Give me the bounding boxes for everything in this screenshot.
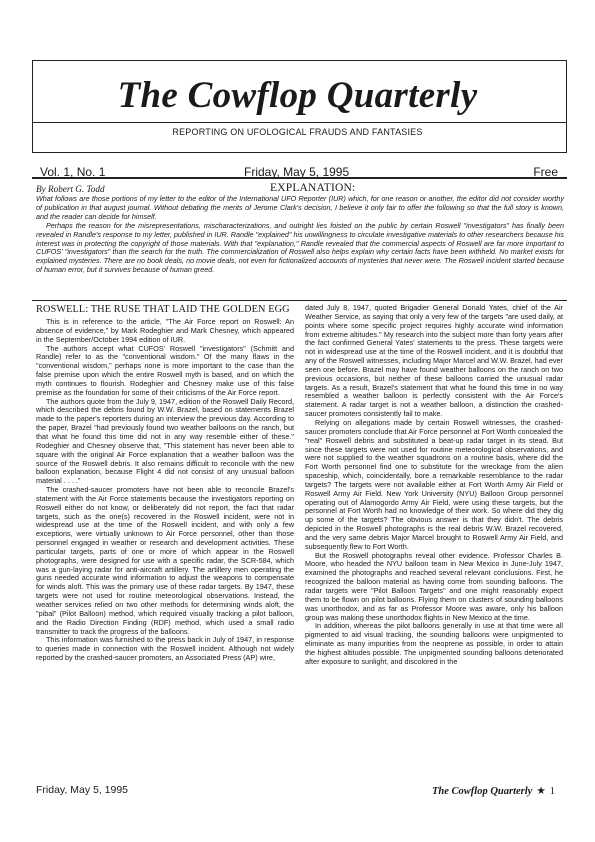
star-icon: ★: [536, 786, 546, 797]
page-number: 1: [549, 786, 555, 797]
article-paragraph: In addition, whereas the pilot balloons generally in use at that time were all pigmented to aid visual tracking, the sounding balloons were unpigmented to eliminate as many impurities from the neoprene as possible, in order to attain the highest altitudes possible. The unpigmented sounding balloons deteriorated after exposure to sunlight, and discolored in the: [305, 621, 563, 666]
footer-publication-name: The Cowflop Quarterly: [431, 786, 533, 797]
explanation-heading: EXPLANATION:: [270, 182, 356, 194]
explanation-text: [36, 195, 564, 275]
article-paragraph: dated July 8, 1947, quoted Brigadier General Donald Yates, chief of the Air Weather Service, as saying that only a very few of the targets "are used daily, at points where some specific project requires highly accurate wind information from extreme altitudes." My research into the subject more than forty years after the fact confirmed General Yates' statements to the press. These targets were not in widespread use at the time of the Roswell incident, and it is doubtful that any of the Roswell witnesses, including Major Marcel and W.W. Brazel, had ever seen one before. Brazel may have found weather balloons on the ranch on two previous occasions, but neither of these balloons carried the unusual radar targets. As a result, Brazel's statement that what he found this time in no way resembled a weather balloon is perfectly consistent with the Air Force's statement. A radar target is not a weather balloon, a distinction the crashed-saucer promoters consistently fail to make.: [305, 304, 563, 419]
article-right-column: [305, 304, 563, 744]
article-paragraph: The authors quote from the July 9, 1947, edition of the Roswell Daily Record, which described the debris found by W.W. Brazel, based on statements Brazel made to the paper's reporters during an interview the previous day. According to the paper, Brazel "had previously found two weather balloons on the ranch, but that what he found this time did not in any way resemble either of these." Rodeghier and Chesney observe that, "This statement has never been able to square with the original Air Force explanation that a weather balloon was the source of the Roswell debris. It also remains difficult to reconcile with the new balloon explanation, because Flight 4 did not consist of any unusual balloon material . . . .": [36, 396, 294, 486]
issue-rule: [32, 177, 567, 179]
intro-rule: [32, 300, 567, 301]
article-paragraph: The authors accept what CUFOS' Roswell "investigators" (Schmitt and Randle) refer to as the "conventional wisdom." Of the many flaws in the "conventional wisdom," perhaps none is more important to the case than the false premise upon which the entire Roswell myth is based, and on which the myth continues to flourish. Rodeghier and Chesney make use of this false premise as the foundation for some of their criticisms of the Air Force report.: [36, 343, 294, 397]
masthead-subtitle: REPORTING ON UFOLOGICAL FRAUDS AND FANTASIES: [172, 127, 423, 137]
footer-date: Friday, May 5, 1995: [36, 784, 129, 796]
price-label: Free: [533, 165, 558, 179]
intro-paragraph: Perhaps the reason for the misrepresentations, mischaracterizations, and outright lies foisted on the public by certain Roswell "investigators" has finally been revealed in Randle's response to my letter, published in IUR. Randle "explained" his unwillingness to circulate investigative materials to other researchers because his interest was in protecting the copyright of those materials. With that "explanation," Randle revealed that the commercial aspects of Roswell are far more important to CUFOS' "investigators" than the search for the truth. The commercialization of Roswell also helps explain why certain facts have been withheld. No market exists for explained mysteries. There are no book deals, no movie deals, not even for fictionalized accounts of mysteries that never were. The Roswell incident started because of human error, but it survives because of human greed.: [36, 220, 564, 275]
article-left-column: [36, 304, 294, 744]
article-title: ROSWELL: THE RUSE THAT LAID THE GOLDEN EGG: [36, 304, 290, 315]
article-paragraph: Relying on allegations made by certain Roswell witnesses, the crashed-saucer promoters conclude that Air Force personnel at Fort Worth concealed the "real" Roswell debris and substituted a beat-up radar target in its stead. But since these targets were not used for routine meteorological observations, and were not supplied to the weather squadrons on a routine basis, where did the Fort Worth personnel find one to substitute for the wreckage from the alien spaceship, which, coincidentally, bore a remarkable resemblance to the radar targets? The targets were not available either at Fort Worth Army Air Field or Roswell Army Air Field. New York University (NYU) Balloon Group personnel operating out of Alamogordo Army Air Field, were using these targets, but the personnel at Fort Worth had no knowledge of their work. So where did they dig up some of the targets? The obvious answer is that they didn't. The debris depicted in the Roswell photographs is the real debris W.W. Brazel recovered, and the very same debris Major Marcel brought to Roswell Army Air Field, and subsequently flew to Fort Worth.: [305, 417, 563, 551]
article-paragraph: This information was furnished to the press back in July of 1947, in response to queries made in connection with the Roswell incident. Although not widely reported by the crashed-saucer promoters, an Associated Press (AP) wire,: [36, 635, 294, 663]
article-paragraph: But the Roswell photographs reveal other evidence. Professor Charles B. Moore, who headed the NYU balloon team in New Mexico in June-July 1947, examined the photographs and reached several relevant conclusions. First, he recognized the balloon material as having come from sounding balloons. The radar targets were "Pilot Balloon Targets" and one might reasonably expect them to be flown on pilot balloons. Flying them on clusters of sounding balloons was unorthodox, and as far as Professor Moore was aware, only his balloon group was making these unorthodox flights in New Mexico at the time.: [305, 550, 563, 622]
footer-publication: [432, 785, 555, 797]
intro-paragraph: What follows are those portions of my letter to the editor of the International UFO Reporter (IUR) which, for one reason or another, the editor did not consider worthy of publication in that august journal. Without debating the merits of Jerome Clark's decision, I believe it only fair to offer the following so that the full story is known, and the reader can decide for himself.: [36, 194, 564, 221]
article-paragraph: The crashed-saucer promoters have not been able to reconcile Brazel's statement with the Air Force statements because the investigators reporting on Roswell either do not know, or deliberately did not report, the fact that radar targets, such as the one(s) recovered in the Roswell incident, were not in widespread use at the time of the Roswell incident, and with only a few exceptions, were virtually unknown to Air Force personnel, other than those personnel engaged in weather or research and development activities. These particular targets, parts of one or more of which appear in the Roswell photographs, were designed for use with a specific radar, the SCR-584, which was a gun-laying radar for anti-aircraft artillery. The artillery men operating the guns needed accurate wind information to adjust the weapons to compensate for winds aloft. This was the primary use of these radar targets. By 1947, these targets were not used for routine meteorological observations. Instead, the weather services relied on two other methods for determining winds aloft, the "pibal" (Pilot Balloon) method, which required visually tracking a pilot balloon, and the Radio Direction Finding (RDF) method, which used a small radio transmitter to track the progress of the balloons.: [36, 485, 294, 636]
masthead-title: The Cowflop Quarterly: [117, 75, 478, 116]
issue-date: Friday, May 5, 1995: [244, 165, 350, 179]
masthead-divider: [32, 122, 567, 123]
byline: By Robert G. Todd: [36, 184, 105, 194]
article-paragraph: This is in reference to the article, "The Air Force report on Roswell: An absence of evidence," by Mark Rodeghier and Mark Chesney, which appeared in the September/October 1994 edition of IUR.: [36, 317, 294, 344]
volume-label: Vol. 1, No. 1: [40, 165, 106, 179]
